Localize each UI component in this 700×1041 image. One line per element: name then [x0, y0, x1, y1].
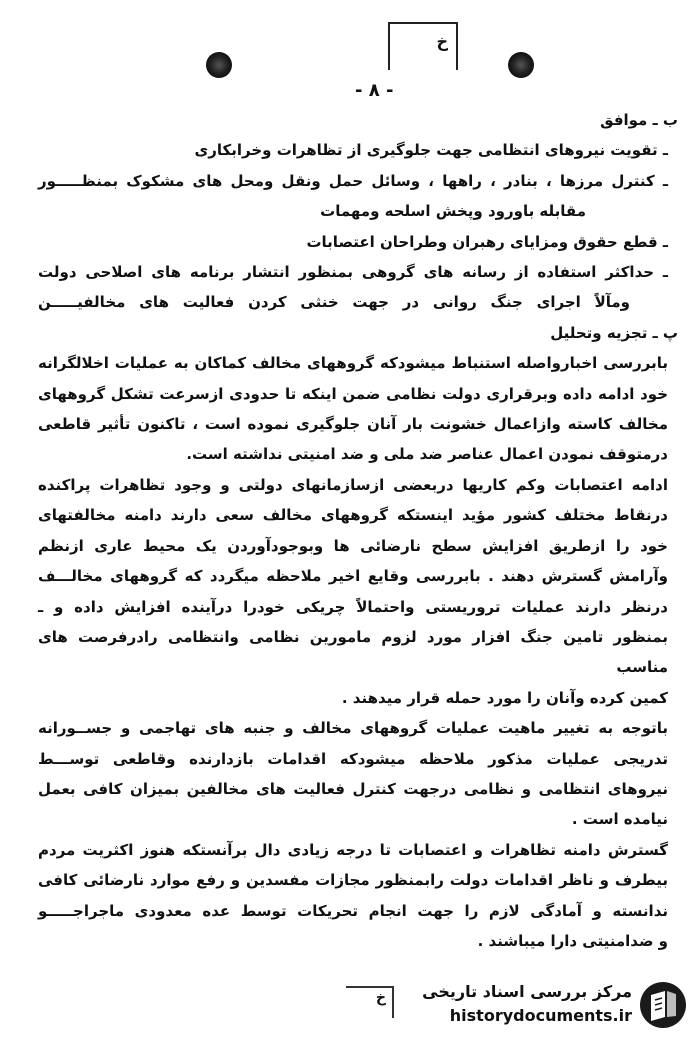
- text-line: مقابله باورود وپخش اسلحه ومهمات: [320, 202, 586, 221]
- archive-url: historydocuments.ir: [449, 1006, 632, 1025]
- text-line: گسترش دامنه تظاهرات و اعتصابات تا درجه زیادی دال برآنستکه هنوز اکثریت مردم: [38, 840, 668, 859]
- text-line: ـ کنترل مرزها ، بنادر ، راهها ، وسائل حمل ونقل ومحل های مشکوک بمنظـــــور: [38, 171, 668, 190]
- text-line: درنقاط مختلف کشور مؤید اینستکه گروههای مخالف سعی دارند دامنه مخالفتهای: [38, 506, 668, 525]
- text-line: ادامه اعتصابات وکم کاریها دربعضی ازسازمانهای دولتی و وجود تظاهرات پراکنده: [38, 475, 668, 494]
- page-number: - ۸ -: [355, 80, 394, 101]
- punch-hole-left: [206, 52, 232, 78]
- section-heading-p: پ ـ تجزیه وتحلیل: [550, 323, 678, 342]
- text-line: درنظر دارند عملیات تروریستی واحتمالاً چریکی خودرا درآینده افزایش داده و ـ: [38, 597, 668, 616]
- text-line: بمنظور تامین جنگ افزار مورد لزوم مامورین نظامی وانتظامی رادرفرصت های مناسب: [38, 627, 668, 677]
- text-line: کمین کرده وآنان را مورد حمله قرار میدهند .: [341, 688, 668, 707]
- archive-name: مرکز بررسی اسناد تاریخی: [422, 982, 632, 1001]
- text-line: تدریجی عملیات مذکور ملاحظه میشودکه اقدامات بازدارنده وقاطعی توســـط: [38, 749, 668, 768]
- text-line: درمتوقف نمودن اعمال عناصر ضد ملی و ضد امنیتی نداشته است.: [186, 445, 668, 464]
- text-line: خود ادامه داده وبرقراری دولت نظامی ضمن اینکه تا حدودی ازسرعت تشکل گروههای: [38, 384, 668, 403]
- text-line: ندانسته و آمادگی لازم را جهت انجام تحریکات توسط عده معدودی ماجراجـــــو: [38, 901, 668, 920]
- text-line: وآرامش گسترش دهند . بابررسی وقایع اخیر ملاحظه میگردد که گروههای مخالـــف: [38, 567, 668, 586]
- stamp-mark: خ: [436, 32, 448, 51]
- archive-logo-icon: [638, 980, 688, 1030]
- signature-text: خ: [375, 990, 386, 1006]
- text-line: ومآلاً اجرای جنگ روانی در جهت خنثی کردن فعالیت های مخالفیـــــن: [38, 293, 630, 312]
- document-body: [38, 105, 678, 956]
- text-line: بیطرف و ناظر اقدامات دولت رابمنظور مجازات مفسدین و رفع موارد نارضائی کافی: [38, 871, 668, 890]
- text-line: خود را ازطریق افزایش سطح نارضائی ها وبوجودآوردن یک محیط عاری ازنظم: [38, 536, 668, 555]
- punch-hole-right: [508, 52, 534, 78]
- text-line: ـ حداکثر استفاده از رسانه های گروهی بمنظور انتشار برنامه های اصلاحی دولت: [38, 263, 668, 282]
- text-line: بابررسی اخبارواصله استنباط میشودکه گروههای مخالف کماکان به عملیات اخلالگرانه: [38, 354, 668, 373]
- text-line: باتوجه به تغییر ماهیت عملیات گروههای مخالف و جنبه های تهاجمی و جســورانه: [38, 719, 668, 738]
- text-line: نیروهای انتظامی و نظامی درجهت کنترل فعالیت های مخالفین بمیزان کافی بعمل: [38, 779, 668, 798]
- signature-mark: [346, 986, 394, 1018]
- text-line: و ضدامنیتی دارا میباشند .: [477, 931, 668, 950]
- text-line: نیامده است .: [571, 810, 668, 829]
- section-heading-b: ب ـ موافق: [600, 111, 678, 129]
- text-line: ـ تقویت نیروهای انتظامی جهت جلوگیری از تظاهرات وخرابکاری: [194, 141, 668, 160]
- text-line: ـ قطع حقوق ومزایای رهبران وطراحان اعتصابات: [306, 232, 668, 251]
- archive-watermark: [418, 978, 688, 1034]
- top-stamp: [388, 22, 458, 70]
- text-line: مخالف کاسته وازاعمال خشونت بار آنان جلوگیری نموده است ، تاکنون تأثیر قاطعی: [38, 415, 668, 434]
